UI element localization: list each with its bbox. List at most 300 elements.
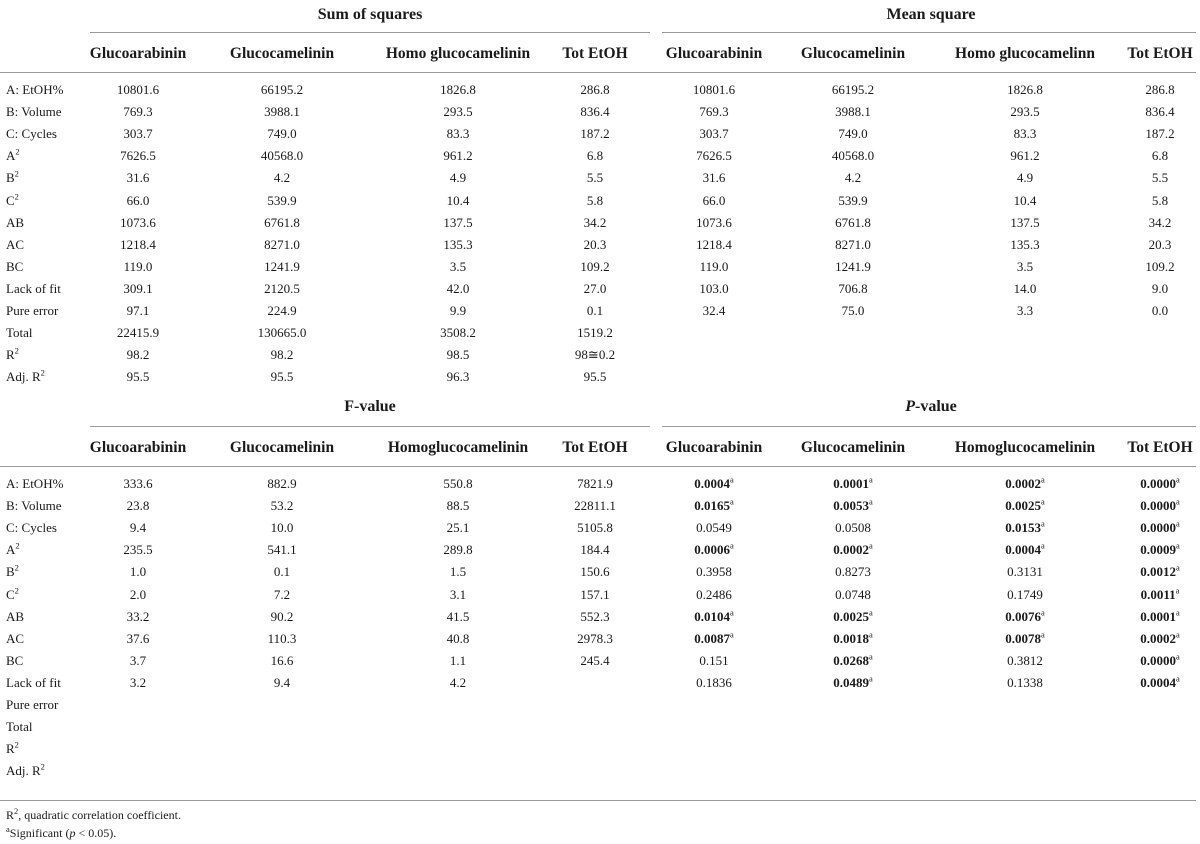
f-value-cell: 541.1 <box>267 542 297 558</box>
bottom-row-label <box>6 609 24 625</box>
f-value-cell: 16.6 <box>270 652 294 668</box>
bottom-row-label-sup: 2 <box>14 585 19 596</box>
bottom-row-label <box>6 741 19 757</box>
bottom-right-header: Glucoarabinin <box>665 439 763 456</box>
f-value-cell: 333.6 <box>123 476 153 491</box>
mean-square-cell: 539.9 <box>838 192 868 208</box>
significance-marker: a <box>1175 629 1180 640</box>
f-value-cell: 5105.8 <box>577 520 613 536</box>
mean-square-cell: 31.6 <box>702 170 726 186</box>
p-value-number: 0.0053 <box>833 498 869 514</box>
bottom-row-label-text: AC <box>6 630 25 646</box>
mean-square-cell: 1826.8 <box>1007 82 1043 97</box>
sum-of-squares-cell: 135.3 <box>443 236 473 252</box>
top-left-header: Tot EtOH <box>562 45 628 62</box>
sum-of-squares-cell: 6.8 <box>586 148 604 164</box>
p-value-number: 0.0078 <box>1005 630 1041 646</box>
f-value-cell: 0.1 <box>273 564 291 580</box>
p-value-number: 0.0004 <box>694 476 730 491</box>
mean-square-cell: 20.3 <box>1148 236 1172 252</box>
significance-marker: a <box>868 540 873 551</box>
footnote-sig-p: p <box>69 826 76 840</box>
mean-square-cell: 109.2 <box>1145 258 1175 274</box>
p-value-number: 0.3131 <box>1007 564 1043 580</box>
f-value-cell: 40.8 <box>446 630 470 646</box>
p-value-cell <box>1075 631 1200 647</box>
f-value-cell: 150.6 <box>580 564 610 580</box>
p-value-cell <box>768 520 938 536</box>
bottom-row-label-text: AB <box>6 608 25 624</box>
sum-of-squares-cell: 1241.9 <box>264 258 300 274</box>
sum-of-squares-cell: 1218.4 <box>120 236 156 252</box>
p-value-number: 0.0508 <box>835 520 871 536</box>
top-row-label-text: A <box>6 148 16 164</box>
p-value-cell <box>1075 653 1200 669</box>
top-row-label-sup: 2 <box>15 146 20 157</box>
f-value-cell: 90.2 <box>270 608 294 624</box>
top-left-header: Glucoarabinin <box>89 45 187 62</box>
f-value-cell: 550.8 <box>443 476 473 491</box>
sum-of-squares-cell: 4.9 <box>449 170 467 186</box>
p-value-cell <box>1075 542 1200 558</box>
bottom-left-header: Tot EtOH <box>562 439 628 456</box>
top-right-header: Glucoarabinin <box>665 45 763 62</box>
significance-marker: a <box>729 540 734 551</box>
significance-marker: a <box>1175 474 1180 485</box>
significance-marker: a <box>1175 518 1180 529</box>
significance-marker: a <box>868 496 873 507</box>
mean-square-cell: 293.5 <box>1010 104 1040 120</box>
bottom-row-label <box>6 631 24 647</box>
f-value-cell: 110.3 <box>267 630 297 646</box>
sum-of-squares-cell: 66195.2 <box>260 82 304 97</box>
mean-square-cell: 137.5 <box>1010 214 1040 230</box>
p-value-number: 0.0549 <box>696 520 732 536</box>
top-row-label-text: Total <box>6 325 33 341</box>
p-value-cell <box>1075 564 1200 580</box>
mean-square-cell: 5.5 <box>1151 170 1169 186</box>
p-value-cell <box>768 542 938 558</box>
footnote-r2 <box>6 808 181 823</box>
significance-marker: a <box>868 651 873 662</box>
f-value-cell: 3.1 <box>449 586 467 602</box>
footnote-r2-sup: 2 <box>14 806 19 816</box>
mean-square-cell: 3.3 <box>1016 303 1034 318</box>
mean-square-cell: 0.0 <box>1151 303 1169 318</box>
mean-square-cell: 103.0 <box>699 280 729 296</box>
mean-square-cell: 14.0 <box>1013 280 1037 296</box>
bottom-left-header: Homoglucocamelinin <box>387 439 529 456</box>
sum-of-squares-cell: 539.9 <box>267 192 297 208</box>
mean-square-cell: 119.0 <box>699 258 729 274</box>
f-value-cell: 7.2 <box>273 586 291 602</box>
sum-of-squares-cell: 22415.9 <box>116 325 160 341</box>
top-row-label <box>6 237 24 253</box>
sum-of-squares-cell: 40568.0 <box>260 148 304 164</box>
sum-of-squares-cell: 34.2 <box>583 214 607 230</box>
top-row-label-sup: 2 <box>14 191 19 202</box>
bottom-row-label-sup: 2 <box>14 739 19 750</box>
p-value-cell <box>768 498 938 514</box>
mean-square-cell: 836.4 <box>1145 104 1175 120</box>
sum-of-squares-cell: 137.5 <box>443 214 473 230</box>
p-value-number: 0.0002 <box>1005 476 1041 491</box>
sum-of-squares-cell: 42.0 <box>446 280 470 296</box>
p-value-number: 0.0025 <box>833 608 869 624</box>
f-value-cell: 23.8 <box>126 498 150 514</box>
f-value-cell: 1.0 <box>129 564 147 580</box>
f-value-cell: 1.1 <box>449 652 467 668</box>
footnote-sig-sup: a <box>6 824 10 834</box>
mean-square-cell: 10.4 <box>1013 192 1037 208</box>
bottom-row-label-text: B <box>6 564 15 580</box>
sum-of-squares-cell: 293.5 <box>443 104 473 120</box>
bottom-right-header: Homoglucocamelinin <box>954 439 1096 456</box>
significance-marker: a <box>1040 518 1045 529</box>
f-value-cell: 289.8 <box>443 542 473 558</box>
sum-of-squares-cell: 309.1 <box>123 280 153 296</box>
p-value-number: 0.0004 <box>1005 542 1041 558</box>
mean-square-cell: 83.3 <box>1013 126 1037 142</box>
mean-square-cell: 8271.0 <box>835 236 871 252</box>
f-value-title: F-value <box>344 398 396 415</box>
mean-square-cell: 135.3 <box>1010 236 1040 252</box>
mean-square-cell: 749.0 <box>838 126 868 142</box>
significance-marker: a <box>868 629 873 640</box>
p-value-number: 0.0000 <box>1140 520 1176 536</box>
sum-of-squares-cell: 31.6 <box>126 170 150 186</box>
p-value-cell <box>1075 675 1200 691</box>
top-row-label-sup: 2 <box>14 169 19 180</box>
mean-square-cell: 9.0 <box>1151 280 1169 296</box>
sum-of-squares-cell: 5.8 <box>586 192 604 208</box>
significance-marker: a <box>868 673 873 684</box>
bottom-row-label-text: Lack of fit <box>6 674 61 690</box>
sum-of-squares-cell: 1826.8 <box>440 82 476 97</box>
mean-square-cell: 1241.9 <box>835 258 871 274</box>
f-value-cell: 7821.9 <box>577 476 613 491</box>
bottom-row-label-text: A <box>6 542 16 558</box>
p-value-cell <box>1075 520 1200 536</box>
f-value-cell: 10.0 <box>270 520 294 536</box>
p-value-cell <box>1075 609 1200 625</box>
bottom-row-label-sup: 2 <box>15 540 20 551</box>
p-value-cell <box>1075 498 1200 514</box>
significance-marker: a <box>729 629 734 640</box>
p-value-number: 0.0489 <box>833 674 869 690</box>
mean-square-cell: 3988.1 <box>835 104 871 120</box>
p-value-number: 0.0025 <box>1005 498 1041 514</box>
top-row-label-text: C: Cycles <box>6 126 57 142</box>
bottom-row-label-text: A: EtOH% <box>6 476 64 491</box>
significance-marker: a <box>1175 563 1180 574</box>
top-right-header: Glucocamelinin <box>800 45 906 62</box>
sum-of-squares-cell: 27.0 <box>583 280 607 296</box>
significance-marker: a <box>1040 629 1045 640</box>
bottom-row-label <box>6 719 33 735</box>
bottom-row-label <box>6 542 20 558</box>
sum-of-squares-cell: 187.2 <box>580 126 610 142</box>
p-value-cell <box>768 675 938 691</box>
significance-marker: a <box>729 496 734 507</box>
bottom-left-title-rule <box>90 426 650 427</box>
sum-of-squares-cell: 1073.6 <box>120 214 156 230</box>
bottom-row-label-sup: 2 <box>40 761 45 772</box>
p-value-number: 0.0002 <box>1140 630 1176 646</box>
significance-marker: a <box>868 607 873 618</box>
top-row-label-text: C <box>6 192 15 208</box>
bottom-row-label-text: R <box>6 741 15 757</box>
f-value-cell: 2.0 <box>129 586 147 602</box>
p-value-number: 0.0104 <box>694 608 730 624</box>
sum-of-squares-cell: 2120.5 <box>264 280 300 296</box>
footnote-sig-text-before: Significant ( <box>9 826 70 840</box>
top-row-label-text: Adj. R <box>6 369 41 385</box>
mean-square-title: Mean square <box>886 6 976 23</box>
f-value-cell: 1.5 <box>449 564 467 580</box>
p-value-number: 0.0087 <box>694 630 730 646</box>
top-row-label <box>6 170 19 186</box>
mean-square-cell: 40568.0 <box>831 148 875 164</box>
sum-of-squares-cell: 95.5 <box>270 369 294 385</box>
footnote-r2-main: R <box>6 808 15 822</box>
bottom-row-label-text: B: Volume <box>6 498 62 514</box>
f-value-cell: 37.6 <box>126 630 150 646</box>
sum-of-squares-cell: 303.7 <box>123 126 153 142</box>
top-row-label-text: AC <box>6 236 25 252</box>
top-row-label-sup: 2 <box>14 345 19 356</box>
bottom-row-label <box>6 520 57 536</box>
mean-square-cell: 706.8 <box>838 280 868 296</box>
mean-square-cell: 66.0 <box>702 192 726 208</box>
f-value-cell: 2978.3 <box>577 630 613 646</box>
mean-square-cell: 187.2 <box>1145 126 1175 142</box>
top-row-label <box>6 347 19 363</box>
top-row-label <box>6 215 24 231</box>
sum-of-squares-cell: 8271.0 <box>264 236 300 252</box>
p-value-number: 0.0011 <box>1140 586 1176 602</box>
p-value-number: 0.0012 <box>1140 564 1176 580</box>
p-value-number: 0.0000 <box>1140 476 1176 491</box>
sum-of-squares-cell: 98.5 <box>446 347 470 363</box>
f-value-cell: 184.4 <box>580 542 610 558</box>
bottom-right-title-rule <box>662 426 1196 427</box>
sum-of-squares-cell: 98.2 <box>270 347 294 363</box>
p-value-title-italic: P <box>905 398 915 415</box>
bottom-row-label-text: C: Cycles <box>6 520 57 536</box>
top-left-header: Glucocamelinin <box>229 45 335 62</box>
sum-of-squares-cell: 95.5 <box>126 369 150 385</box>
f-value-cell: 9.4 <box>129 520 147 536</box>
top-left-header: Homo glucocamelinin <box>385 45 531 62</box>
bottom-left-header: Glucocamelinin <box>229 439 335 456</box>
f-value-cell: 882.9 <box>267 476 297 491</box>
footnote-r2-text: , quadratic correlation coefficient. <box>18 808 181 822</box>
mean-square-cell: 3.5 <box>1016 258 1034 274</box>
p-value-number: 0.1338 <box>1007 674 1043 690</box>
mean-square-cell: 303.7 <box>699 126 729 142</box>
mean-square-cell: 961.2 <box>1010 148 1040 164</box>
f-value-cell: 245.4 <box>580 652 610 668</box>
top-row-label-text: B: Volume <box>6 104 62 120</box>
mean-square-cell: 66195.2 <box>831 82 875 97</box>
bottom-row-label <box>6 564 19 580</box>
significance-marker: a <box>1175 496 1180 507</box>
top-row-label-text: Lack of fit <box>6 280 61 296</box>
significance-marker: a <box>1175 540 1180 551</box>
top-left-title-rule <box>90 32 650 33</box>
mean-square-cell: 1218.4 <box>696 236 732 252</box>
footnote-significance <box>6 826 116 841</box>
mean-square-cell: 286.8 <box>1145 82 1175 97</box>
p-value-number: 0.0006 <box>694 542 730 558</box>
p-value-number: 0.8273 <box>835 564 871 580</box>
sum-of-squares-cell: 10801.6 <box>116 82 160 97</box>
bottom-row-label-text: Total <box>6 719 33 735</box>
sum-of-squares-cell: 3508.2 <box>440 325 476 341</box>
sum-of-squares-cell: 20.3 <box>583 236 607 252</box>
sum-of-squares-cell: 83.3 <box>446 126 470 142</box>
significance-marker: a <box>1040 540 1045 551</box>
top-row-label-text: BC <box>6 258 24 274</box>
p-value-cell <box>1075 476 1200 492</box>
significance-marker: a <box>1175 673 1180 684</box>
significance-marker: a <box>729 474 734 485</box>
top-row-label-text: A: EtOH% <box>6 82 64 97</box>
bottom-row-label <box>6 697 58 713</box>
p-value-cell <box>768 587 938 603</box>
p-value-cell <box>768 631 938 647</box>
sum-of-squares-cell: 286.8 <box>580 82 610 97</box>
f-value-cell: 3.2 <box>129 674 147 690</box>
f-value-cell: 22811.1 <box>574 498 616 514</box>
p-value-number: 0.3812 <box>1007 652 1043 668</box>
mean-square-cell: 4.9 <box>1016 170 1034 186</box>
bottom-row-label-text: C <box>6 586 15 602</box>
p-value-title-suffix: -value <box>915 398 957 415</box>
sum-of-squares-cell: 0.1 <box>586 303 604 318</box>
footnote-sig-text-after: < 0.05). <box>75 826 117 840</box>
sum-of-squares-cell: 95.5 <box>583 369 607 385</box>
mean-square-cell: 6.8 <box>1151 148 1169 164</box>
bottom-header-rule <box>0 466 1196 467</box>
sum-of-squares-cell: 749.0 <box>267 126 297 142</box>
top-row-label-text: B <box>6 170 15 186</box>
sum-of-squares-cell: 224.9 <box>267 303 297 318</box>
f-value-cell: 33.2 <box>126 608 150 624</box>
significance-marker: a <box>1175 651 1180 662</box>
f-value-cell: 4.2 <box>449 674 467 690</box>
mean-square-cell: 10801.6 <box>692 82 736 97</box>
p-value-number: 0.0004 <box>1140 674 1176 690</box>
p-value-number: 0.1749 <box>1007 586 1043 602</box>
top-row-label-text: Pure error <box>6 303 59 318</box>
mean-square-cell: 7626.5 <box>696 148 732 164</box>
sum-of-squares-cell: 836.4 <box>580 104 610 120</box>
sum-of-squares-cell: 109.2 <box>580 258 610 274</box>
sum-of-squares-cell: 3.5 <box>449 258 467 274</box>
p-value-number: 0.0009 <box>1140 542 1176 558</box>
mean-square-cell: 34.2 <box>1148 214 1172 230</box>
p-value-cell <box>768 476 938 492</box>
top-right-header: Tot EtOH <box>1127 45 1193 62</box>
p-value-number: 0.0001 <box>833 476 869 491</box>
bottom-right-header: Glucocamelinin <box>800 439 906 456</box>
mean-square-cell: 769.3 <box>699 104 729 120</box>
p-value-number: 0.0001 <box>1140 608 1176 624</box>
top-row-label <box>6 148 20 164</box>
f-value-cell: 25.1 <box>446 520 470 536</box>
p-value-number: 0.3958 <box>696 564 732 580</box>
p-value-number: 0.0018 <box>833 630 869 646</box>
significance-marker: a <box>1175 607 1180 618</box>
sum-of-squares-cell: 119.0 <box>123 258 153 274</box>
p-value-number: 0.1836 <box>696 674 732 690</box>
bottom-row-label-text: Adj. R <box>6 763 41 779</box>
p-value-cell <box>768 653 938 669</box>
p-value-number: 0.0002 <box>833 542 869 558</box>
bottom-left-header: Glucoarabinin <box>89 439 187 456</box>
p-value-number: 0.0076 <box>1005 608 1041 624</box>
bottom-row-label <box>6 763 45 779</box>
sum-of-squares-cell: 98.2 <box>126 347 150 363</box>
bottom-row-label-text: BC <box>6 652 24 668</box>
bottom-row-label <box>6 653 23 669</box>
bottom-row-label-sup: 2 <box>14 563 19 574</box>
p-value-cell <box>1075 587 1200 603</box>
f-value-cell: 53.2 <box>270 498 294 514</box>
sum-of-squares-cell: 98≅0.2 <box>574 347 616 363</box>
sum-of-squares-cell: 130665.0 <box>257 325 307 341</box>
p-value-number: 0.0000 <box>1140 498 1176 514</box>
mean-square-cell: 5.8 <box>1151 192 1169 208</box>
mean-square-cell: 32.4 <box>702 303 726 318</box>
bottom-row-label-text: Pure error <box>6 697 59 712</box>
p-value-number: 0.0748 <box>835 586 871 602</box>
sum-of-squares-cell: 6761.8 <box>264 214 300 230</box>
sum-of-squares-cell: 1519.2 <box>577 325 613 341</box>
f-value-cell: 41.5 <box>446 608 470 624</box>
f-value-cell: 3.7 <box>129 652 147 668</box>
p-value-number: 0.0165 <box>694 498 730 514</box>
top-right-title-rule <box>662 32 1196 33</box>
significance-marker: a <box>868 474 873 485</box>
p-value-title <box>662 398 1200 416</box>
sum-of-squares-title: Sum of squares <box>317 6 423 23</box>
top-row-label <box>6 126 57 142</box>
top-right-header: Homo glucocamelinn <box>955 45 1095 62</box>
p-value-number: 0.0000 <box>1140 652 1176 668</box>
top-row-label <box>6 369 45 385</box>
top-row-label-sup: 2 <box>40 367 45 378</box>
top-row-label <box>6 259 23 275</box>
sum-of-squares-cell: 5.5 <box>586 170 604 186</box>
significance-marker: a <box>1040 474 1045 485</box>
sum-of-squares-cell: 9.9 <box>449 303 467 318</box>
top-header-rule <box>0 72 1196 73</box>
sum-of-squares-cell: 96.3 <box>446 369 470 385</box>
mean-square-cell: 1073.6 <box>696 214 732 230</box>
top-row-label <box>6 193 19 209</box>
bottom-row-label <box>6 587 19 603</box>
sum-of-squares-cell: 7626.5 <box>120 148 156 164</box>
significance-marker: a <box>729 607 734 618</box>
significance-marker: a <box>1040 607 1045 618</box>
top-row-label-text: R <box>6 347 15 363</box>
p-value-number: 0.2486 <box>696 586 732 602</box>
p-value-number: 0.0153 <box>1005 520 1041 536</box>
sum-of-squares-cell: 3988.1 <box>264 104 300 120</box>
